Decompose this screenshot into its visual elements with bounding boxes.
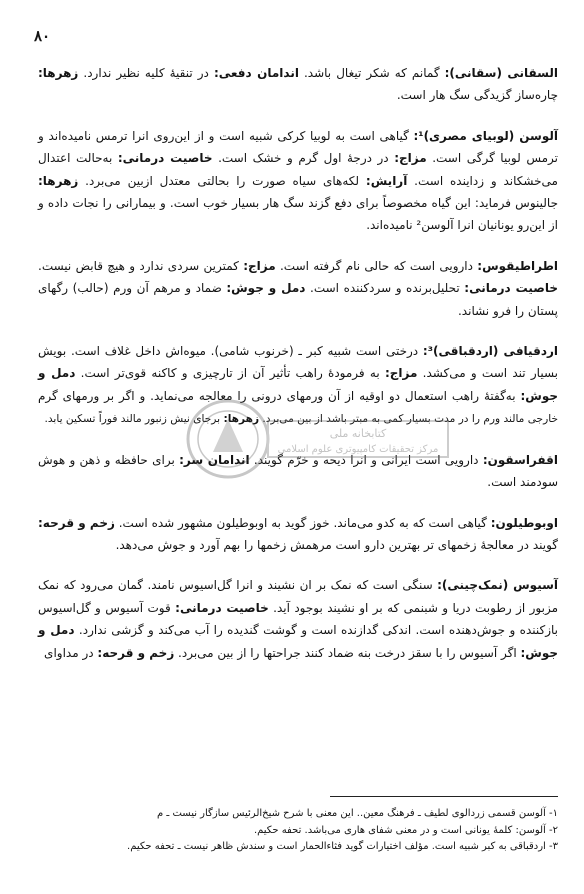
section-label: زهرها: bbox=[38, 66, 79, 80]
footnote: ۱- آلوسن قسمی زردالوی لطیف ـ فرهنگ معین.. این معنی با شرح شیخ‌الرئیس سازگار نیست ـ م bbox=[156, 808, 558, 819]
section-label: خاصیت درمانی: bbox=[117, 151, 213, 166]
section-label: اندامان دفعی: bbox=[213, 66, 299, 80]
watermark-stamp-icon bbox=[168, 397, 454, 483]
entry-heading: آسیوس (نمک‌چینی): bbox=[437, 578, 559, 593]
section-label: دمل و جوش: bbox=[38, 366, 558, 403]
entries bbox=[38, 62, 558, 682]
footnote: ۳- اردقباقی به کبر شبیه است. مؤلف اختیارات گوید فثاءالحمار است و سندش ظاهر نیست ـ تحفه حکیم. bbox=[127, 841, 558, 853]
section-label: دمل و جوش: bbox=[38, 623, 558, 660]
entry-ardaqiafi: اردقیافی (اردقباقی)³: درختی است شبیه کبر ـ (خرنوب شامی). میوه‌اش داخل غلاف است. بویش بسیار تند است و می‌کشد. مزاج: به فرمودهٔ راهب تأثیر آن از تارچیزی و کاکنه قوی‌تر است. دمل و جوش: به‌گفتهٔ راهب استعمال دو اوقیه از آن ورمهای درونی را معالجه می‌نماید. و اگر بر ورمهای گرم خارجی مالند ورم را در مدت بسیار کمی به مبتر باشد از بین می‌برد. زهرها: برجای نیش زنبور مالند فوراً تسکین یابد. bbox=[38, 344, 558, 426]
section-label: زهرها: bbox=[223, 413, 260, 426]
entry-heading: اوبوطیلون: bbox=[490, 515, 558, 530]
stamp-line1: کتابخانه ملی bbox=[329, 427, 387, 440]
entry-heading: السقانی (سقانی): bbox=[444, 66, 558, 80]
footnote: ۲- آلوسن: کلمهٔ یونانی است و در معنی شفای هاری می‌باشد. تحفه حکیم. bbox=[253, 824, 558, 836]
footnotes bbox=[40, 806, 558, 856]
entry-asius: آسیوس (نمک‌چینی): سنگی است که نمک بر ان نشیند و انرا گل‌اسیوس نامند. گمان می‌رود که نمک مزبور از رطوبت دریا و شبنمی که بر او نشیند بوجود آید. خاصیت درمانی: قوت آسیوس و گل‌اسیوس بازکننده و جوش‌دهنده است. اندکی گدازنده است و گوشت گندیده را آب می‌کند و گزشی ندارد. دمل و جوش: اگر آسیوس را با سقز درخت بنه ضماد کنند جراحتها را از بین می‌برد. زخم و قرحه: در مداوای bbox=[38, 578, 559, 660]
entry-aqfarasqun: اقفراسقون: دارویی است ایرانی و انرا دیحه و خرّم گویند. اندامان سر: برای حافظه و ذهن و هوش سودمند است. bbox=[38, 452, 558, 490]
entry-ubutilun: اوبوطیلون: گیاهی است که به کدو می‌ماند. خوز گوید به اوبوطیلون مشهور شده است. زخم و قرحه: گویند در معالجهٔ زخمهای تر بهترین دارو است مرهمش زخمها را بهم آورد و جوش می‌دهد. bbox=[38, 515, 558, 552]
entry-heading: اقفراسقون: bbox=[482, 452, 558, 467]
section-label: مزاج: bbox=[394, 151, 427, 166]
section-label: خاصیت درمانی: bbox=[175, 600, 269, 615]
stamp-line2: مرکز تحقیقات کامپیوتری علوم اسلامی bbox=[277, 444, 439, 455]
section-label: زخم و قرحه: bbox=[38, 515, 115, 530]
section-label: مزاج: bbox=[384, 366, 418, 381]
entry-atratiqus: اطراطیقوس: دارویی است که حالی نام گرفته است. مزاج: کمترین سردی ندارد و هیچ قابض نیست. خاصیت درمانی: تحلیل‌برنده و سردکننده است. دمل و جوش: ضماد و مرهم آن ورم (حالب) رگهای پستان را فرو نشاند. bbox=[38, 258, 559, 318]
section-label: مزاج: bbox=[243, 258, 276, 273]
section-label: زخم و قرحه: bbox=[97, 645, 175, 660]
page-number: ۸۰ bbox=[34, 27, 51, 45]
entry-heading: اطراطیقوس: bbox=[477, 258, 559, 273]
footnote-divider bbox=[330, 796, 558, 797]
section-label: دمل و جوش: bbox=[226, 281, 306, 296]
entry-saqani: السقانی (سقانی): گمانم که شکر تیغال باشد. اندامان دفعی: در تنقیهٔ کلیه نظیر ندارد. زهرها: چاره‌ساز گزیدگی سگ هار است. bbox=[38, 66, 558, 103]
entry-alusan: آلوسن (لوبیای مصری)¹: گیاهی است به لوبیا کرکی شبیه است و از این‌روی انرا ترمس نامیده‌اند و ترمس لوبیا گرگی است. مزاج: در درجهٔ اول گرم و خشک است. خاصیت درمانی: به‌حالت اعتدال می‌خشکاند و زداینده است. آرایش: لکه‌های سیاه صورت را بحالتی معتدل ازبین می‌برد. زهرها: جالینوس فرماید: این گیاه مخصوصاً برای دفع گزند سگ هار بسیار خوب است. و بیمارانی را نجات داده و از این‌رو یونانیان انرا آلوسن² نامیده‌اند. bbox=[38, 128, 559, 233]
section-label: خاصیت درمانی: bbox=[464, 281, 558, 296]
section-label: اندامان سر: bbox=[179, 452, 250, 467]
entry-heading: اردقیافی (اردقباقی)³: bbox=[422, 344, 558, 359]
section-label: زهرها: bbox=[38, 173, 79, 188]
entry-heading: آلوسن (لوبیای مصری)¹: bbox=[413, 128, 558, 143]
section-label: آرایش: bbox=[365, 173, 408, 188]
